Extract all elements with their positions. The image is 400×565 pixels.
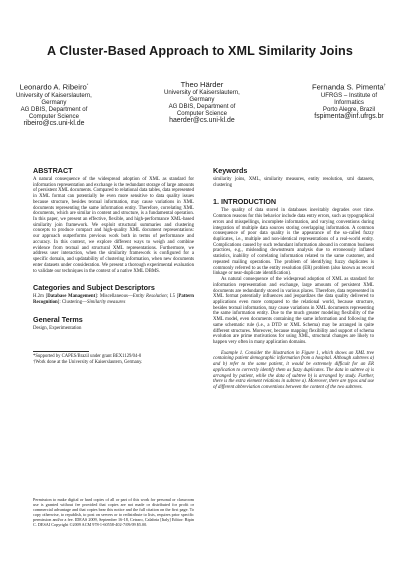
abstract-heading: ABSTRACT <box>33 166 73 175</box>
author-affiliation: Computer Science <box>28 112 79 120</box>
intro-paragraph: As natural consequence of the widespread adoption of XML as standard for information representation and exchange, large amounts of persistent XML documents are redundantly stored in various places. Therefore, data represented in XML format potentially influences and jeopardizes the data quality delivered to applications even more compared to the relational world, because structure, besides textual information, may cause variations in XML documents representing the same information entity. Due to the much greater modeling flexibility of the XML model, even documents containing the same information and following the same schematic rule (i.e., a DTD or XML Schema) may be arranged in quite different structures. Moreover, because mapping flexibility and support of schema evolution are prime motivations for using XML, structural changes are likely to happen very often in many application domains. <box>213 277 374 345</box>
introduction-heading: 1. INTRODUCTION <box>213 197 277 207</box>
general-terms-heading: General Terms <box>33 314 83 324</box>
author-affiliation: University of Kaiserslautern, <box>164 89 240 96</box>
author-affiliation: UFRGS – Institute of <box>320 91 378 99</box>
author-name: Theo Härder <box>180 80 224 89</box>
footnote-rule <box>33 351 89 352</box>
author-affiliation: Germany <box>41 98 67 106</box>
author-email[interactable]: fspimenta@inf.ufrgs.br <box>314 112 384 120</box>
author-affiliation: Germany <box>189 96 215 104</box>
author-1 <box>16 80 92 128</box>
author-name: Leonardo A. Ribeiro <box>19 82 87 92</box>
author-block <box>16 80 386 128</box>
author-affiliation: University of Kaiserslautern, <box>16 91 92 99</box>
categories-heading: Categories and Subject Descriptors <box>33 283 155 293</box>
author-email[interactable]: ribeiro@cs.uni-kl.de <box>23 119 85 127</box>
paper-title: A Cluster-Based Approach to XML Similarity Joins <box>47 44 353 58</box>
right-column <box>213 166 374 391</box>
author-name: Fernanda S. Pimenta <box>312 82 384 92</box>
author-affiliation: Computer Science <box>176 110 227 118</box>
author-affiliation: Informatics <box>334 98 364 106</box>
author-3 <box>312 80 386 128</box>
footnote: †Work done at the University of Kaiserslautern, Germany. <box>33 359 143 365</box>
left-column <box>33 166 194 366</box>
general-terms-text: Design, Experimentation <box>33 325 82 331</box>
copyright-notice: Permission to make digital or hard copies of all or part of this work for personal or classroom use is granted without fee provided that copies are not made or distributed for profit or commercial advantage and that copies bear this notice and the full citation on the first page. To copy otherwise, to republish, to post on servers or to redistribute to lists, requires prior specific permission and/or a fee. IDEAS 2009, September 16-18, Cetraro, Calabria [Italy] Editor: Bipin C. DESAI Copyright ©2009 ACM 978-1-60558-402-7/09/09 $5.00. <box>33 497 194 528</box>
categories-text: H.2m [Database Management]: Miscellaneous—Entity Resolution; I.5 [Pattern Recognition]: Clustering—Similarity measures <box>33 294 194 305</box>
author-footnote-mark: * <box>86 82 89 87</box>
author-affiliation: AG DBIS, Department of <box>168 103 236 111</box>
author-2 <box>164 80 240 128</box>
example-paragraph: Example 1. Consider the illustration in Figure 1, which shows an XML tree containing patient demographic information from a hospital. Although subtrees a) and b) refer to the same patient, it would be extremely difficult for an ER application to correctly identify them as fuzzy duplicates. The data in subtree a) is arranged by patient, while the data of subtree b) is arranged by study. Further, there is the extra element relations in subtree a). Moreover, there are typos and use of different abbreviation conventions between the content of the two subtrees. <box>213 350 374 390</box>
author-email[interactable]: haerder@cs.uni-kl.de <box>169 117 235 125</box>
abstract-text: A natural consequence of the widespread adoption of XML as standard for information representation and exchange is the redundant storage of large amounts of persistent XML documents. Compared to relational data tables, data represented in XML format can potentially be even more sensitive to data quality issues because structure, besides textual information, may cause variations in XML documents representing the same information entity. Therefore, correlating XML documents, which are similar in content and structure, is a fundamental operation. In this paper, we present an effective, flexible, and high-performance XML-based similarity join framework. We exploit structural summaries and clustering concepts to produce compact and high-quality XML document representations: our approach outperforms previous work both in terms of performance and accuracy. In this context, we explore different ways to weigh and combine evidence from textual and structural XML representations. Furthermore, we address user interaction, when the similarity framework is configured for a specific domain, and updatability of clustering information, when new documents enter datasets under consideration. We present a thorough experimental evaluation to validate our techniques in the context of a native XML DBMS. <box>33 177 194 274</box>
keywords-text: similarity joins, XML, similarity measures, entity resolution, xml datasets, clustering <box>213 177 374 188</box>
intro-paragraph: The quality of data stored in databases inevitably degrades over time. Common reasons for this behavior include data entry errors, such as typographical errors and misspellings, incomplete information, and varying conventions during integration of multiple data sources storing overlapping information. A common consequence of poor data quality is the appearance of the so-called fuzzy duplicates, i.e., multiple and non-identical representations of a real-world entity. Complications caused by such redundant information abound in common business practices, e.g., misleading downstream analysis due to erroneously inflated statistics, inability of correlating information related to the same customer, and repeated mailing operations. The problem of identifying fuzzy duplicates is commonly referred to as the entity resolution (ER) problem (also known as record linkage or near-duplicate identification). <box>213 208 374 277</box>
author-footnote-mark: † <box>383 82 386 87</box>
author-affiliation: AG DBIS, Department of <box>20 105 88 113</box>
author-affiliation: Porto Alegre, Brazil <box>322 105 376 113</box>
keywords-heading: Keywords <box>213 166 248 175</box>
footnote: *Supported by CAPES/Brazil under grant BEX1129/04-0 <box>33 354 142 360</box>
